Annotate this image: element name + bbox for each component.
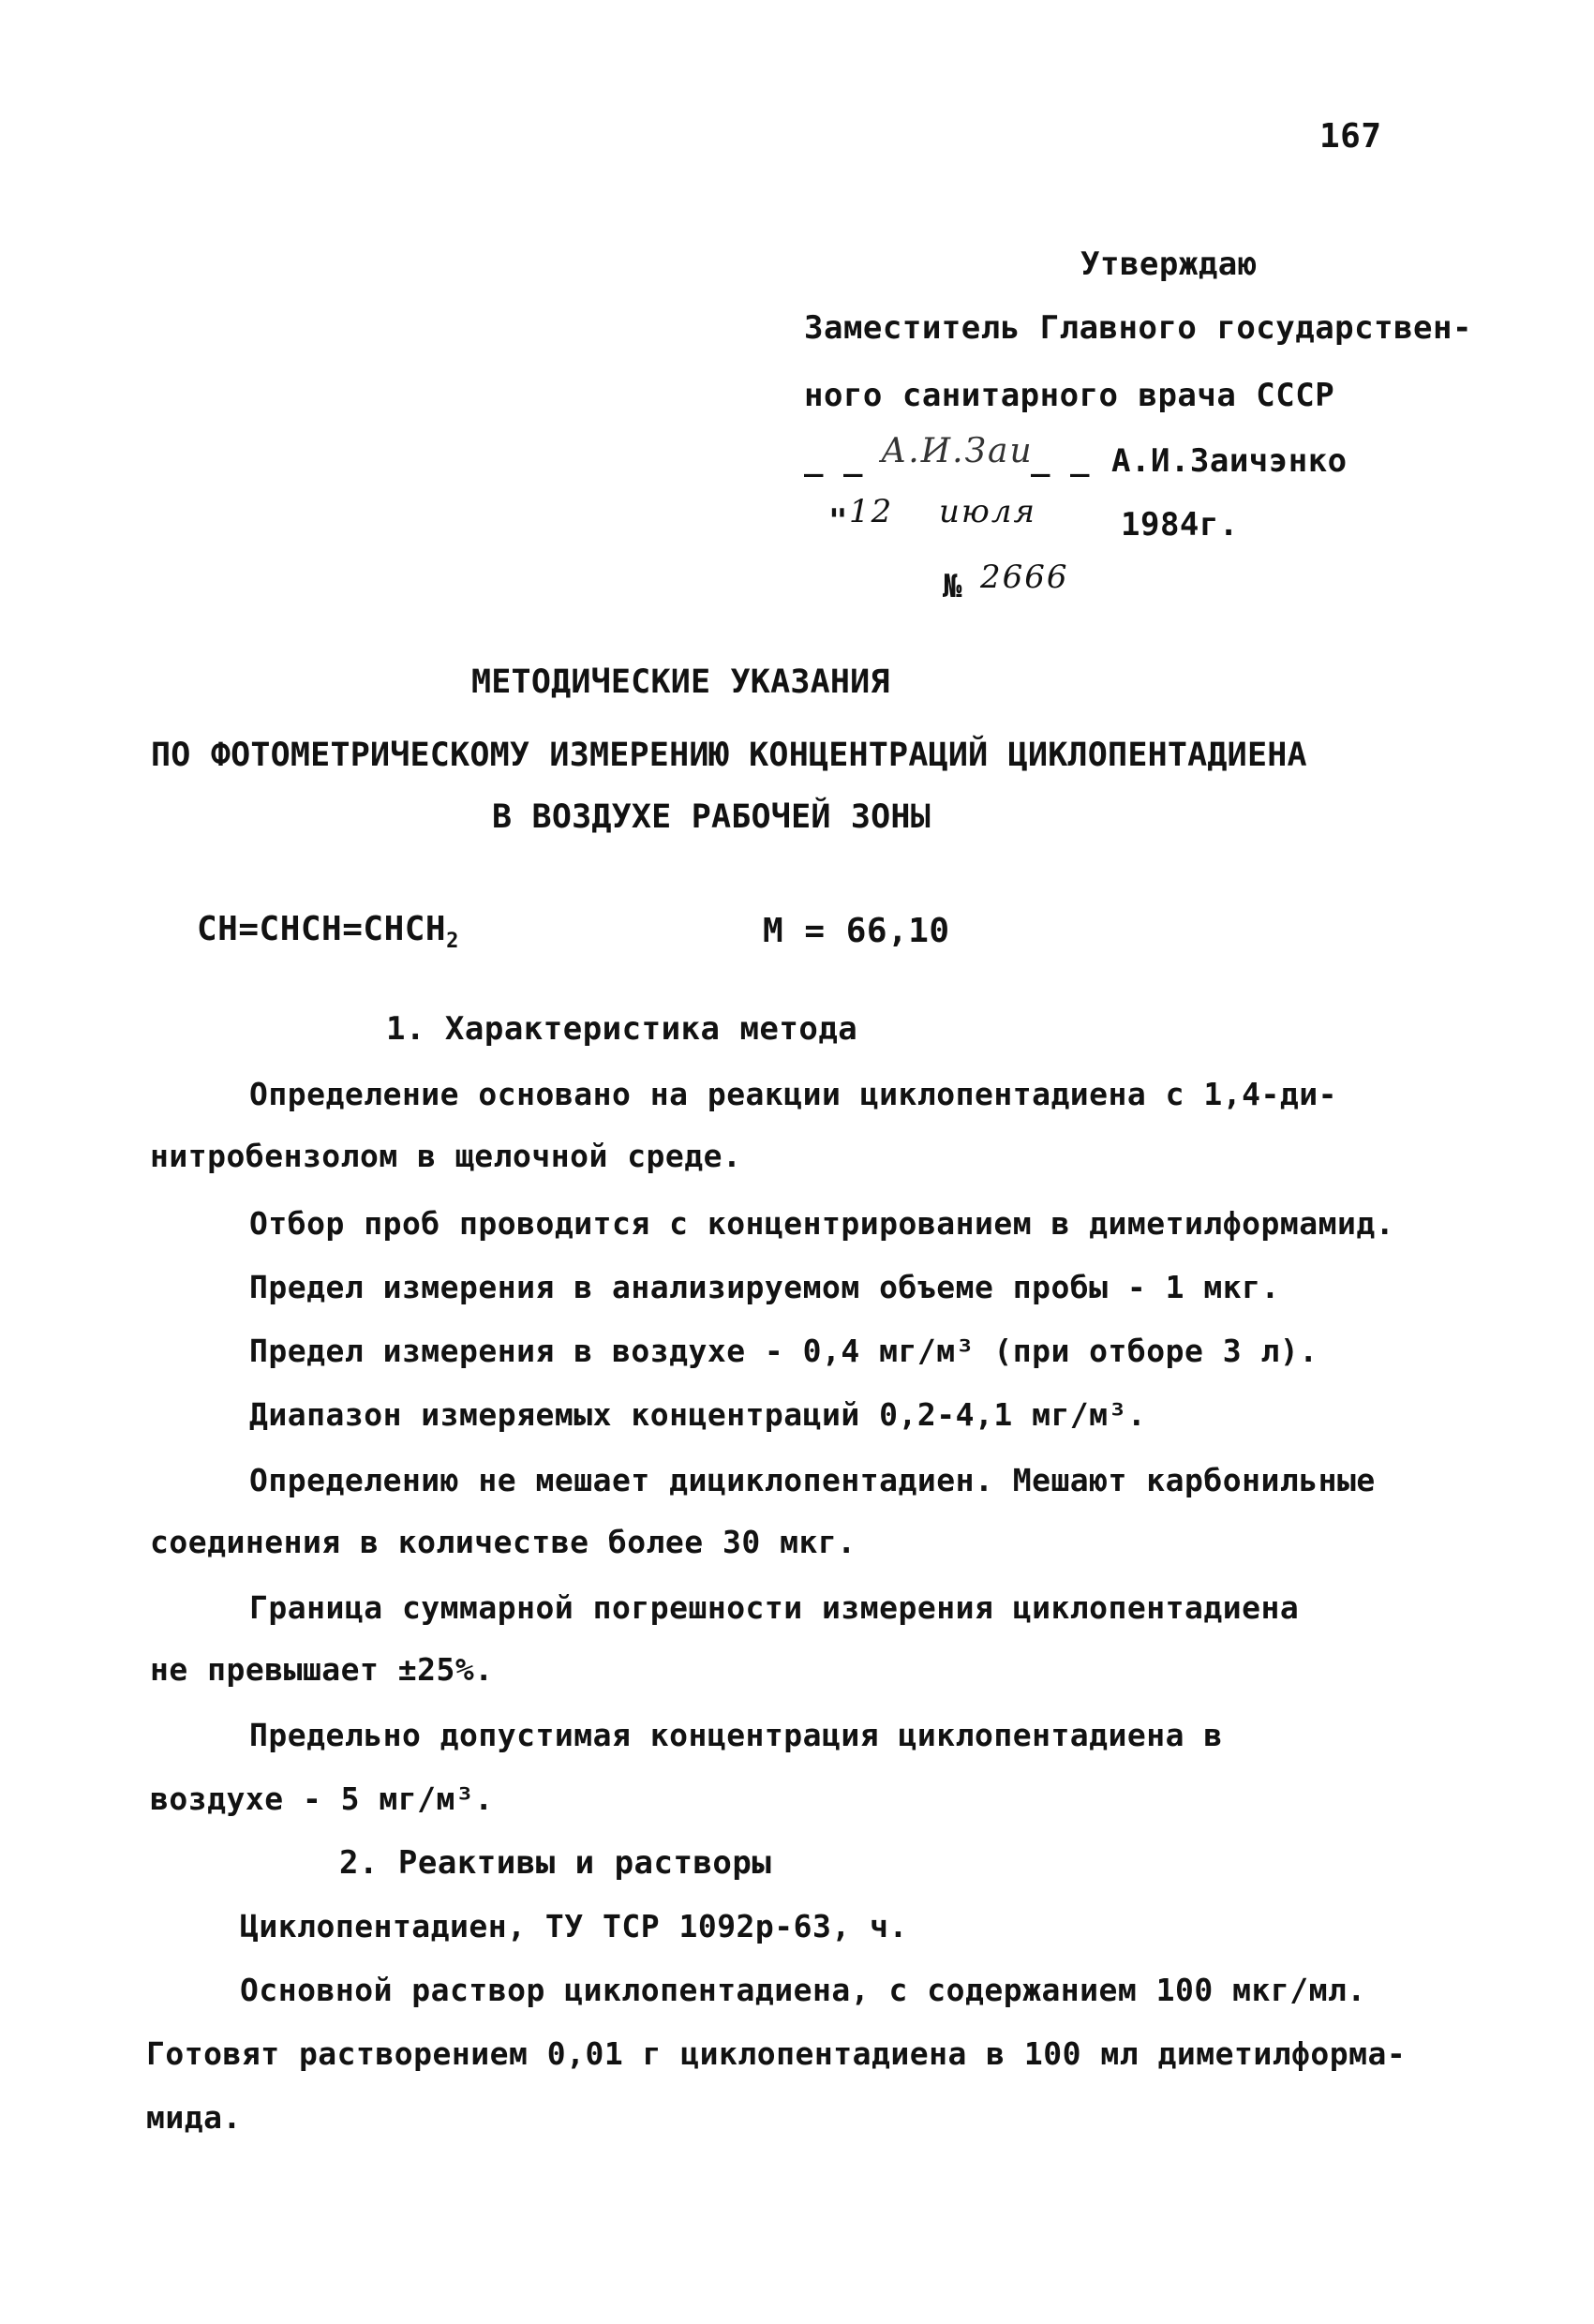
section1-line: нитробензолом в щелочной среде. [150, 1138, 742, 1174]
handwritten-signature: А.И.Заи [881, 432, 1034, 470]
section2-heading: 2. Реактивы и растворы [339, 1844, 772, 1882]
section1-line: соединения в количестве более 30 мкг. [150, 1524, 857, 1560]
number-handwritten: 2666 [980, 559, 1069, 596]
section1-line: Диапазон измеряемых концентраций 0,2-4,1 мг/м³. [249, 1396, 1147, 1433]
date-month-handwritten: июля [939, 493, 1036, 530]
approval-heading: Утверждаю [1080, 246, 1258, 283]
formula-structure: CH=CHCH=CHCH [197, 910, 447, 948]
section1-line: Определение основано на реакции циклопентадиена с 1,4-ди- [249, 1076, 1337, 1112]
structural-formula [197, 911, 459, 961]
page-number: 167 [1319, 117, 1382, 156]
molar-mass: М = 66,10 [763, 912, 950, 950]
section1-line: Предельно допустимая концентрация циклопентадиена в [249, 1717, 1223, 1753]
section2-line: Основной раствор циклопентадиена, с содержанием 100 мкг/мл. [240, 1972, 1366, 2008]
section1-line: Предел измерения в анализируемом объеме пробы - 1 мкг. [249, 1269, 1280, 1305]
section1-line: Отбор проб проводится с концентрированием в диметилформамид. [249, 1205, 1395, 1242]
approval-position-line1: Заместитель Главного государствен- [804, 309, 1472, 347]
section2-line: Циклопентадиен, ТУ ТСР 1092р-63, ч. [240, 1908, 908, 1944]
section1-heading: 1. Характеристика метода [386, 1010, 858, 1048]
number-mark: № [943, 568, 962, 605]
section1-line: Определению не мешает дициклопентадиен. Мешают карбонильные [249, 1462, 1376, 1498]
date-year: 1984г. [1121, 506, 1239, 544]
signer-name: А.И.Заичэнко [1111, 442, 1348, 480]
formula-subscript: 2 [446, 930, 459, 954]
section1-line: Предел измерения в воздухе - 0,4 мг/м³ (при отборе 3 л). [249, 1333, 1318, 1369]
signature-prefix: _ _ [804, 440, 863, 478]
section2-line: Готовят растворением 0,01 г циклопентадиена в 100 мл диметилформа- [146, 2035, 1407, 2072]
signature-suffix: _ _ [1031, 440, 1090, 478]
title-line3: В ВОЗДУХЕ РАБОЧЕЙ ЗОНЫ [492, 798, 931, 836]
section2-line: мида. [146, 2099, 242, 2136]
section1-line: Граница суммарной погрешности измерения циклопентадиена [249, 1589, 1300, 1626]
section1-line: воздухе - 5 мг/м³. [150, 1780, 494, 1817]
date-open-quote: " [828, 502, 848, 540]
date-day-handwritten: 12 [849, 493, 894, 530]
title-line1: МЕТОДИЧЕСКИЕ УКАЗАНИЯ [471, 663, 890, 701]
title-line2: ПО ФОТОМЕТРИЧЕСКОМУ ИЗМЕРЕНИЮ КОНЦЕНТРАЦИЙ ЦИКЛОПЕНТАДИЕНА [151, 737, 1307, 774]
approval-position-line2: ного санитарного врача СССР [804, 377, 1335, 414]
section1-line: не превышает ±25%. [150, 1651, 494, 1688]
